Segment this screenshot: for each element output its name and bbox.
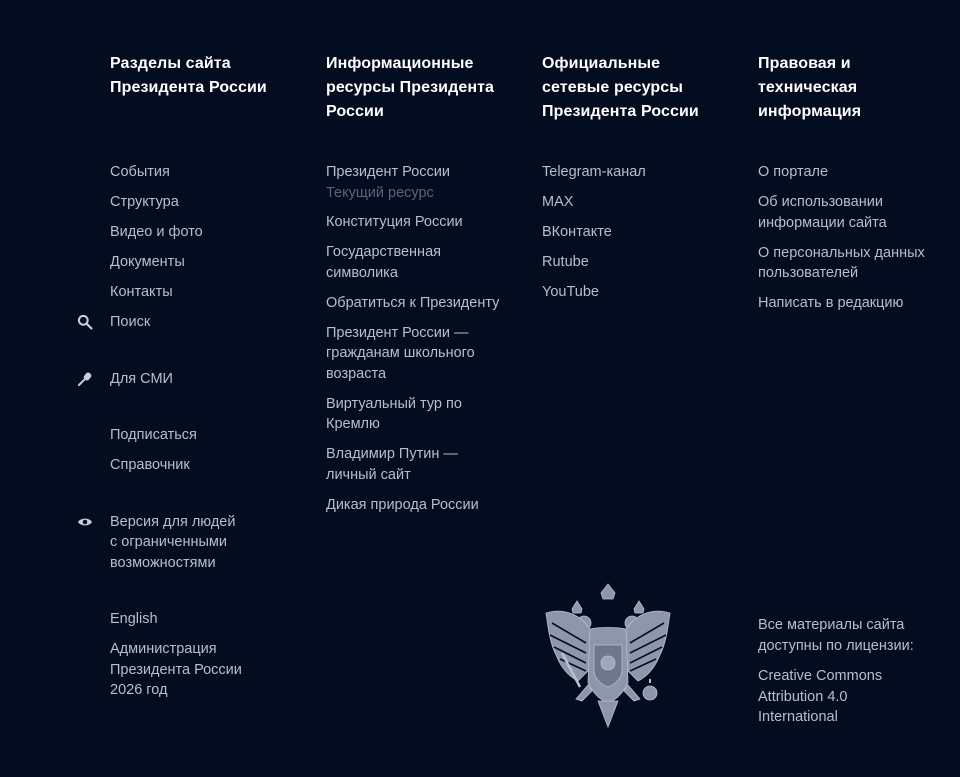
link-wildlife[interactable]: Дикая природа России	[326, 496, 479, 513]
link-english[interactable]: English	[110, 611, 158, 627]
footer-column-legal	[758, 52, 938, 323]
resources-links	[326, 162, 511, 515]
license-link[interactable]: Creative Commons Attribution 4.0 International	[758, 668, 883, 725]
link-structure[interactable]: Структура	[110, 194, 179, 210]
link-events[interactable]: События	[110, 164, 170, 180]
column-title-sections: Разделы сайта Президента России	[110, 55, 267, 96]
link-rutube[interactable]: Rutube	[542, 254, 589, 270]
link-about-portal[interactable]: О портале	[758, 164, 829, 180]
search-label: Поиск	[110, 314, 151, 330]
link-media[interactable]	[110, 369, 310, 390]
link-president-russia[interactable]: Президент России	[326, 164, 450, 180]
column-title-social: Официальные сетевые ресурсы Президента России	[542, 55, 699, 120]
link-youtube[interactable]: YouTube	[542, 284, 599, 300]
microphone-icon	[77, 371, 93, 387]
link-video-photo[interactable]: Видео и фото	[110, 224, 203, 240]
link-subscribe[interactable]: Подписаться	[110, 427, 197, 443]
media-label: Для СМИ	[110, 370, 173, 387]
link-telegram[interactable]: Telegram-канал	[542, 164, 646, 180]
license-block	[758, 615, 948, 738]
link-reference[interactable]: Справочник	[110, 457, 190, 473]
link-search[interactable]	[110, 312, 310, 333]
link-accessibility[interactable]	[110, 512, 310, 574]
column-title-legal: Правовая и техническая информация	[758, 55, 862, 120]
accessibility-label: Версия для людей с ограниченными возможностями	[110, 513, 236, 571]
link-info-usage[interactable]: Об использовании информации сайта	[758, 194, 887, 231]
current-resource-label: Текущий ресурс	[326, 184, 434, 201]
link-vkontakte[interactable]: ВКонтакте	[542, 224, 612, 240]
legal-links	[758, 162, 938, 314]
link-max[interactable]: MAX	[542, 194, 574, 210]
license-intro: Все материалы сайта доступны по лицензии:	[758, 617, 914, 654]
coat-of-arms-emblem	[542, 583, 674, 729]
link-putin-site[interactable]: Владимир Путин — личный сайт	[326, 446, 458, 483]
social-links	[542, 162, 742, 303]
link-state-symbols[interactable]: Государственная символика	[326, 244, 441, 281]
link-kremlin-tour[interactable]: Виртуальный тур по Кремлю	[326, 395, 462, 432]
link-constitution[interactable]: Конституция России	[326, 214, 463, 230]
link-personal-data[interactable]: О персональных данных пользователей	[758, 244, 925, 281]
eye-icon	[77, 514, 93, 530]
link-documents[interactable]: Документы	[110, 254, 185, 270]
link-appeal-president[interactable]: Обратиться к Президенту	[326, 294, 500, 311]
column-title-resources: Информационные ресурсы Президента России	[326, 55, 495, 120]
footer-column-sections	[110, 52, 310, 701]
footer-column-resources	[326, 52, 526, 525]
footer-column-social	[542, 52, 742, 312]
link-contacts[interactable]: Контакты	[110, 284, 173, 300]
search-icon	[77, 314, 93, 330]
sections-links	[110, 162, 310, 701]
link-president-kids[interactable]: Президент России — гражданам школьного возраста	[326, 324, 475, 382]
link-write-editors[interactable]: Написать в редакцию	[758, 295, 904, 311]
copyright-text: Администрация Президента России 2026 год	[110, 641, 242, 698]
